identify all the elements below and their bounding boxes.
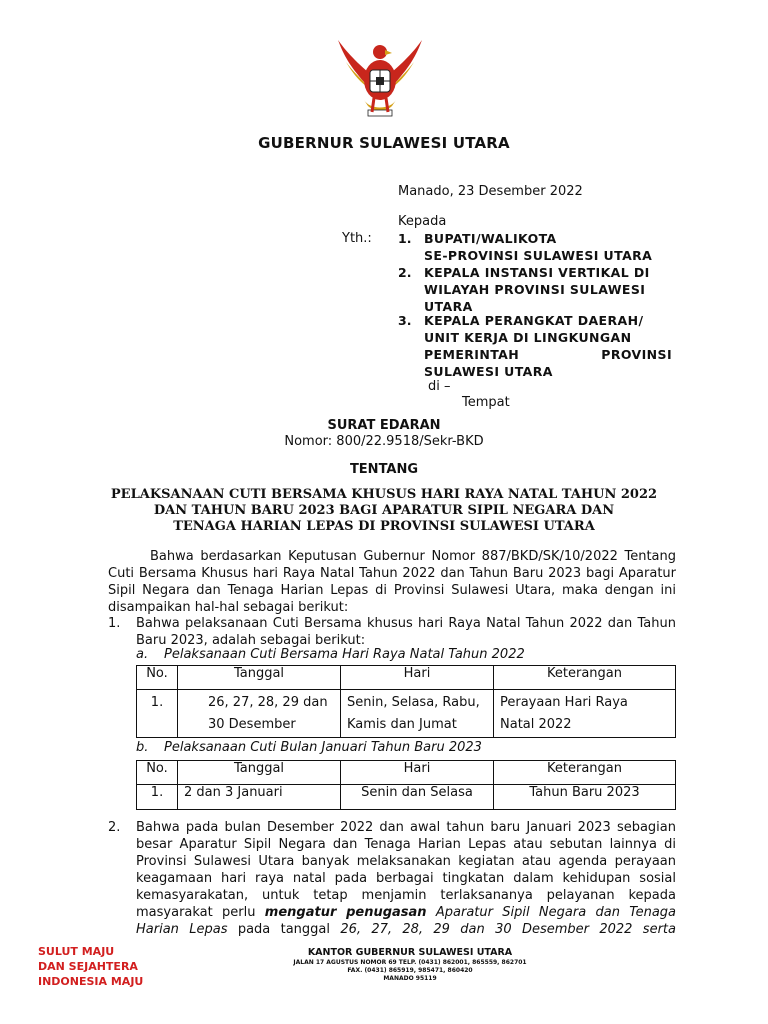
kepada-label: Kepada (398, 214, 447, 229)
footer-fax: FAX. (0431) 865919, 985471, 860420 (347, 967, 473, 974)
surat-nomor: Nomor: 800/22.9518/Sekr-BKD (284, 434, 484, 449)
recipient-line: SE-PROVINSI SULAWESI UTARA (424, 248, 653, 263)
letterhead-title: GUBERNUR SULAWESI UTARA (258, 134, 510, 152)
surat-edaran-heading: SURAT EDARAN (327, 418, 441, 433)
point2-line: Provinsi Sulawesi Utara banyak melaksanakan kegiatan atau agenda perayaan (136, 854, 676, 869)
point1-line: Baru 2023, adalah sebagai berikut: (136, 633, 366, 648)
table-header: Keterangan (494, 666, 676, 690)
subject-line: TENAGA HARIAN LEPAS DI PROVINSI SULAWESI UTARA (173, 519, 595, 534)
cuti-tahun-baru-table (136, 760, 676, 810)
table-cell-tanggal (178, 690, 341, 738)
sub-b-label: b. (136, 740, 149, 755)
table-cell-keterangan: Tahun Baru 2023 (494, 785, 676, 810)
footer-slogan (38, 944, 143, 989)
point2-line: keagamaan hari raya natal pada berbagai tingkatan dalam kehidupan sosial (136, 871, 676, 886)
table-header: Hari (341, 666, 494, 690)
sub-a-label: a. (136, 647, 149, 662)
table-header: Hari (341, 761, 494, 785)
table-row (137, 690, 676, 738)
cell-line: Perayaan Hari Raya (500, 695, 628, 710)
point2-line: kemasyarakatan, untuk tetap menjamin terlaksananya pelayanan kepada (136, 888, 676, 903)
recipient-num: 2. (398, 265, 412, 280)
recipient-line: KEPALA PERANGKAT DAERAH/ (424, 313, 644, 328)
intro-line: disampaikan hal-hal sebagai berikut: (108, 600, 349, 615)
recipient-line: WILAYAH PROVINSI SULAWESI (424, 282, 646, 297)
intro-line: Sipil Negara dan Tenaga Harian Lepas di Provinsi Sulawesi Utara, maka dengan ini (108, 583, 676, 598)
point-number: 2. (108, 820, 121, 835)
intro-line: Cuti Bersama Khusus hari Raya Natal Tahun 2022 dan Tahun Baru 2023 bagi Aparatur (108, 566, 676, 581)
recipient-word: PROVINSI (601, 347, 672, 362)
subject-line: PELAKSANAAN CUTI BERSAMA KHUSUS HARI RAYA NATAL TAHUN 2022 (110, 487, 658, 502)
footer-address: JALAN 17 AGUSTUS NOMOR 69 TELP. (0431) 862001, 865559, 862701 (293, 959, 527, 966)
cell-line: Kamis dan Jumat (347, 717, 457, 732)
slogan-line: SULUT MAJU (38, 945, 115, 958)
point1-line: Bahwa pelaksanaan Cuti Bersama khusus hari Raya Natal Tahun 2022 dan Tahun (136, 616, 676, 631)
recipient-line: KEPALA INSTANSI VERTIKAL DI (424, 265, 650, 280)
footer-office: KANTOR GUBERNUR SULAWESI UTARA (307, 947, 513, 958)
recipient-line: SULAWESI UTARA (424, 364, 553, 379)
table-cell-hari: Senin dan Selasa (341, 785, 494, 810)
recipient-num: 1. (398, 231, 412, 246)
table-cell-keterangan (494, 690, 676, 738)
recipient-word: PEMERINTAH (424, 347, 520, 362)
di-label: di – (428, 379, 451, 394)
point2-line: Bahwa pada bulan Desember 2022 dan awal tahun baru Januari 2023 sebagian (136, 820, 676, 835)
table-header: No. (137, 761, 178, 785)
table-header-row (137, 761, 676, 785)
recipient-line: UNIT KERJA DI LINGKUNGAN (424, 330, 632, 345)
slogan-line: INDONESIA MAJU (38, 975, 144, 988)
subject-line: DAN TAHUN BARU 2023 BAGI APARATUR SIPIL NEGARA DAN (153, 503, 615, 518)
recipient-line-justified (424, 347, 672, 362)
point2-line-mixed (136, 905, 676, 920)
text-run-italic: 26, 27, 28, 29 dan 30 Desember 2022 serta (340, 922, 676, 937)
place-date: Manado, 23 Desember 2022 (398, 184, 583, 199)
cuti-natal-table (136, 665, 676, 738)
intro-line: Bahwa berdasarkan Keputusan Gubernur Nomor 887/BKD/SK/10/2022 Tentang (150, 549, 676, 564)
text-run-italic: Aparatur Sipil Negara dan Tenaga (426, 905, 677, 920)
table-cell-no: 1. (137, 785, 178, 810)
sub-b-title: Pelaksanaan Cuti Bulan Januari Tahun Baru 2023 (164, 740, 482, 755)
cell-line: Natal 2022 (500, 717, 572, 732)
sub-a-title: Pelaksanaan Cuti Bersama Hari Raya Natal Tahun 2022 (164, 647, 525, 662)
point2-line-mixed (136, 922, 676, 937)
table-cell-tanggal: 2 dan 3 Januari (178, 785, 341, 810)
table-cell-no: 1. (137, 690, 178, 738)
recipient-line: UTARA (424, 299, 473, 314)
garuda-emblem (330, 36, 430, 120)
table-cell-hari (341, 690, 494, 738)
cell-line: 30 Desember (208, 717, 296, 732)
text-run: masyarakat perlu (136, 905, 265, 920)
text-run-italic: Harian Lepas (136, 922, 228, 937)
table-header: Keterangan (494, 761, 676, 785)
point-number: 1. (108, 616, 121, 631)
slogan-line: DAN SEJAHTERA (38, 960, 138, 973)
cell-line: Senin, Selasa, Rabu, (347, 695, 480, 710)
yth-label: Yth.: (342, 231, 372, 246)
cell-line: 26, 27, 28, 29 dan (208, 695, 328, 710)
tempat-label: Tempat (462, 395, 510, 410)
text-run-bold: mengatur penugasan (264, 905, 427, 920)
table-header-row (137, 666, 676, 690)
point2-line: besar Aparatur Sipil Negara dan Tenaga Harian Lepas atau sebutan lainnya di (136, 837, 676, 852)
tentang-heading: TENTANG (349, 462, 419, 477)
table-header: No. (137, 666, 178, 690)
recipient-num: 3. (398, 313, 412, 328)
text-run: pada tanggal (227, 922, 341, 937)
footer-city: MANADO 95119 (383, 975, 437, 982)
table-header: Tanggal (178, 666, 341, 690)
table-row (137, 785, 676, 810)
table-header: Tanggal (178, 761, 341, 785)
recipient-line: BUPATI/WALIKOTA (424, 231, 557, 246)
